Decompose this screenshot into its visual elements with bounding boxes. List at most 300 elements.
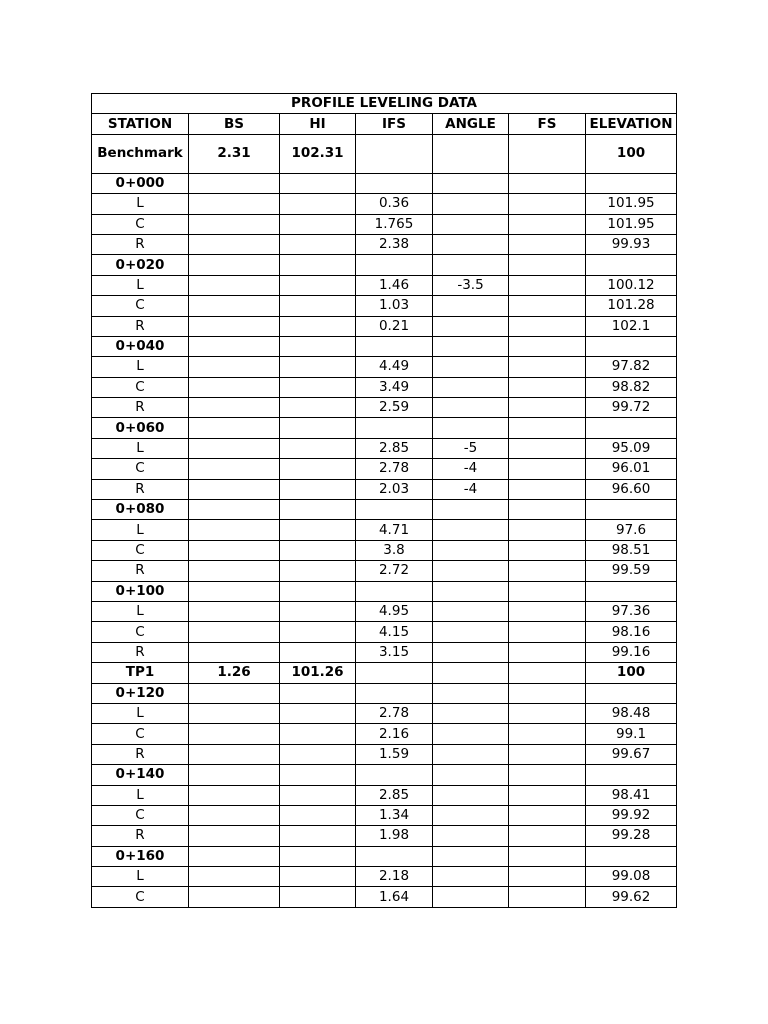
column-header-angle: ANGLE: [433, 114, 509, 134]
cell-elevation: 101.28: [586, 296, 677, 316]
cell-angle: [433, 561, 509, 581]
table-row: [92, 275, 677, 295]
cell-ifs: [356, 173, 433, 193]
cell-station: L: [92, 520, 189, 540]
cell-angle: [433, 540, 509, 560]
table-row: [92, 398, 677, 418]
cell-elevation: 98.48: [586, 703, 677, 723]
cell-station: L: [92, 867, 189, 887]
cell-hi: [280, 418, 356, 438]
cell-ifs: 1.03: [356, 296, 433, 316]
cell-elevation: 102.1: [586, 316, 677, 336]
cell-elevation: [586, 765, 677, 785]
cell-station: C: [92, 377, 189, 397]
cell-fs: [509, 398, 586, 418]
cell-fs: [509, 377, 586, 397]
cell-fs: [509, 703, 586, 723]
cell-bs: [189, 887, 280, 907]
table-row: [92, 255, 677, 275]
cell-elevation: 97.82: [586, 357, 677, 377]
cell-hi: [280, 765, 356, 785]
table-row: [92, 765, 677, 785]
cell-bs: [189, 846, 280, 866]
cell-fs: [509, 785, 586, 805]
cell-station: R: [92, 398, 189, 418]
cell-station: L: [92, 703, 189, 723]
table-row: [92, 601, 677, 621]
cell-ifs: 2.72: [356, 561, 433, 581]
cell-station: C: [92, 622, 189, 642]
cell-hi: [280, 785, 356, 805]
cell-angle: [433, 418, 509, 438]
cell-station: R: [92, 479, 189, 499]
cell-fs: [509, 683, 586, 703]
cell-elevation: 100: [586, 134, 677, 173]
column-header-station: STATION: [92, 114, 189, 134]
cell-ifs: 4.15: [356, 622, 433, 642]
cell-bs: [189, 316, 280, 336]
cell-ifs: 3.49: [356, 377, 433, 397]
table-row: [92, 459, 677, 479]
cell-station: 0+100: [92, 581, 189, 601]
cell-hi: [280, 805, 356, 825]
cell-ifs: 2.18: [356, 867, 433, 887]
table-row: [92, 581, 677, 601]
cell-fs: [509, 887, 586, 907]
cell-elevation: 100: [586, 663, 677, 683]
cell-bs: [189, 357, 280, 377]
cell-elevation: 101.95: [586, 194, 677, 214]
table-row: [92, 134, 677, 173]
cell-ifs: 2.38: [356, 234, 433, 254]
cell-bs: [189, 601, 280, 621]
table-row: [92, 887, 677, 907]
cell-angle: [433, 622, 509, 642]
cell-hi: [280, 459, 356, 479]
cell-fs: [509, 134, 586, 173]
cell-fs: [509, 601, 586, 621]
cell-ifs: 2.59: [356, 398, 433, 418]
cell-bs: [189, 459, 280, 479]
cell-angle: [433, 785, 509, 805]
cell-elevation: 99.08: [586, 867, 677, 887]
cell-fs: [509, 194, 586, 214]
cell-angle: [433, 683, 509, 703]
cell-angle: [433, 296, 509, 316]
cell-elevation: 99.16: [586, 642, 677, 662]
cell-hi: [280, 601, 356, 621]
cell-hi: [280, 296, 356, 316]
cell-station: C: [92, 724, 189, 744]
cell-elevation: 99.28: [586, 826, 677, 846]
cell-fs: [509, 561, 586, 581]
cell-station: 0+120: [92, 683, 189, 703]
cell-bs: [189, 194, 280, 214]
cell-fs: [509, 479, 586, 499]
cell-station: C: [92, 296, 189, 316]
cell-station: TP1: [92, 663, 189, 683]
cell-station: 0+080: [92, 500, 189, 520]
cell-bs: [189, 703, 280, 723]
cell-hi: [280, 622, 356, 642]
cell-elevation: 97.36: [586, 601, 677, 621]
cell-fs: [509, 867, 586, 887]
cell-elevation: 99.59: [586, 561, 677, 581]
cell-station: R: [92, 561, 189, 581]
profile-leveling-table: [91, 93, 677, 908]
cell-station: L: [92, 275, 189, 295]
cell-angle: [433, 642, 509, 662]
cell-ifs: [356, 336, 433, 356]
column-header-fs: FS: [509, 114, 586, 134]
cell-hi: [280, 724, 356, 744]
cell-angle: [433, 520, 509, 540]
cell-bs: [189, 398, 280, 418]
cell-elevation: [586, 846, 677, 866]
table-row: [92, 357, 677, 377]
cell-station: 0+060: [92, 418, 189, 438]
cell-fs: [509, 826, 586, 846]
cell-station: C: [92, 887, 189, 907]
table-row: [92, 234, 677, 254]
cell-hi: [280, 887, 356, 907]
cell-ifs: [356, 663, 433, 683]
cell-elevation: [586, 581, 677, 601]
cell-elevation: 99.72: [586, 398, 677, 418]
table-row: [92, 561, 677, 581]
cell-hi: [280, 214, 356, 234]
cell-angle: -5: [433, 438, 509, 458]
cell-bs: [189, 826, 280, 846]
cell-angle: [433, 601, 509, 621]
table-row: [92, 703, 677, 723]
table-body: [92, 134, 677, 907]
cell-angle: [433, 867, 509, 887]
table-row: [92, 642, 677, 662]
cell-bs: [189, 438, 280, 458]
cell-station: 0+000: [92, 173, 189, 193]
cell-angle: [433, 765, 509, 785]
table-row: [92, 520, 677, 540]
cell-angle: [433, 724, 509, 744]
cell-bs: [189, 744, 280, 764]
cell-bs: [189, 520, 280, 540]
cell-hi: [280, 683, 356, 703]
cell-station: 0+140: [92, 765, 189, 785]
cell-bs: [189, 867, 280, 887]
cell-hi: [280, 438, 356, 458]
cell-station: L: [92, 601, 189, 621]
cell-hi: [280, 479, 356, 499]
table-row: [92, 622, 677, 642]
cell-bs: [189, 785, 280, 805]
cell-elevation: 98.16: [586, 622, 677, 642]
cell-bs: [189, 173, 280, 193]
cell-elevation: 97.6: [586, 520, 677, 540]
cell-elevation: 99.62: [586, 887, 677, 907]
cell-elevation: 99.1: [586, 724, 677, 744]
cell-fs: [509, 296, 586, 316]
table-row: [92, 867, 677, 887]
cell-ifs: 1.59: [356, 744, 433, 764]
cell-angle: [433, 173, 509, 193]
cell-bs: [189, 642, 280, 662]
cell-elevation: [586, 500, 677, 520]
cell-hi: [280, 540, 356, 560]
cell-angle: [433, 846, 509, 866]
cell-elevation: 99.92: [586, 805, 677, 825]
column-header-hi: HI: [280, 114, 356, 134]
table-row: [92, 500, 677, 520]
cell-angle: [433, 398, 509, 418]
cell-ifs: [356, 134, 433, 173]
table-row: [92, 540, 677, 560]
cell-angle: [433, 316, 509, 336]
cell-fs: [509, 255, 586, 275]
cell-ifs: 2.03: [356, 479, 433, 499]
cell-elevation: [586, 683, 677, 703]
cell-bs: [189, 540, 280, 560]
table-row: [92, 663, 677, 683]
cell-bs: [189, 275, 280, 295]
cell-bs: [189, 724, 280, 744]
cell-ifs: [356, 846, 433, 866]
cell-hi: [280, 581, 356, 601]
cell-elevation: 99.67: [586, 744, 677, 764]
table-row: [92, 173, 677, 193]
cell-station: 0+040: [92, 336, 189, 356]
cell-elevation: 98.82: [586, 377, 677, 397]
column-header-elevation: ELEVATION: [586, 114, 677, 134]
cell-hi: [280, 194, 356, 214]
table-title: PROFILE LEVELING DATA: [92, 94, 677, 114]
cell-bs: [189, 296, 280, 316]
cell-ifs: 2.78: [356, 459, 433, 479]
cell-fs: [509, 724, 586, 744]
cell-ifs: 3.8: [356, 540, 433, 560]
cell-angle: [433, 194, 509, 214]
cell-angle: [433, 234, 509, 254]
cell-fs: [509, 438, 586, 458]
cell-station: 0+160: [92, 846, 189, 866]
cell-angle: [433, 500, 509, 520]
cell-hi: [280, 500, 356, 520]
cell-fs: [509, 316, 586, 336]
cell-ifs: 3.15: [356, 642, 433, 662]
cell-ifs: [356, 418, 433, 438]
table-header: [92, 94, 677, 135]
cell-elevation: [586, 173, 677, 193]
table-row: [92, 683, 677, 703]
cell-ifs: 4.71: [356, 520, 433, 540]
cell-angle: [433, 255, 509, 275]
cell-angle: [433, 887, 509, 907]
cell-elevation: 98.41: [586, 785, 677, 805]
cell-station: C: [92, 459, 189, 479]
cell-angle: [433, 357, 509, 377]
cell-angle: [433, 703, 509, 723]
cell-hi: [280, 744, 356, 764]
cell-fs: [509, 765, 586, 785]
cell-bs: [189, 622, 280, 642]
cell-elevation: 100.12: [586, 275, 677, 295]
table-row: [92, 316, 677, 336]
cell-station: C: [92, 805, 189, 825]
cell-ifs: [356, 500, 433, 520]
table-row: [92, 377, 677, 397]
cell-hi: [280, 520, 356, 540]
cell-fs: [509, 540, 586, 560]
cell-bs: [189, 581, 280, 601]
cell-ifs: 1.34: [356, 805, 433, 825]
table-row: [92, 194, 677, 214]
cell-bs: 2.31: [189, 134, 280, 173]
table-row: [92, 336, 677, 356]
cell-bs: [189, 377, 280, 397]
cell-bs: [189, 255, 280, 275]
cell-ifs: 2.78: [356, 703, 433, 723]
cell-angle: [433, 214, 509, 234]
cell-fs: [509, 336, 586, 356]
cell-bs: [189, 214, 280, 234]
cell-fs: [509, 214, 586, 234]
table-row: [92, 744, 677, 764]
title-row: [92, 94, 677, 114]
cell-fs: [509, 500, 586, 520]
cell-ifs: 1.98: [356, 826, 433, 846]
table-row: [92, 805, 677, 825]
cell-ifs: 0.21: [356, 316, 433, 336]
cell-elevation: [586, 255, 677, 275]
column-header-row: [92, 114, 677, 134]
table-row: [92, 418, 677, 438]
table-row: [92, 846, 677, 866]
cell-angle: -4: [433, 459, 509, 479]
cell-fs: [509, 744, 586, 764]
cell-bs: [189, 418, 280, 438]
cell-station: L: [92, 357, 189, 377]
cell-station: R: [92, 826, 189, 846]
cell-hi: [280, 336, 356, 356]
cell-elevation: 98.51: [586, 540, 677, 560]
cell-ifs: 2.85: [356, 438, 433, 458]
cell-fs: [509, 520, 586, 540]
cell-bs: [189, 805, 280, 825]
cell-station: C: [92, 214, 189, 234]
cell-station: L: [92, 785, 189, 805]
cell-angle: [433, 826, 509, 846]
table-row: [92, 826, 677, 846]
cell-angle: [433, 336, 509, 356]
cell-angle: [433, 581, 509, 601]
cell-bs: [189, 683, 280, 703]
cell-hi: [280, 173, 356, 193]
cell-fs: [509, 805, 586, 825]
cell-fs: [509, 459, 586, 479]
cell-bs: [189, 479, 280, 499]
cell-elevation: [586, 418, 677, 438]
cell-bs: [189, 765, 280, 785]
cell-fs: [509, 234, 586, 254]
cell-fs: [509, 846, 586, 866]
cell-hi: [280, 561, 356, 581]
cell-bs: [189, 336, 280, 356]
cell-hi: [280, 398, 356, 418]
cell-angle: -3.5: [433, 275, 509, 295]
table-row: [92, 438, 677, 458]
cell-station: C: [92, 540, 189, 560]
cell-angle: -4: [433, 479, 509, 499]
column-header-bs: BS: [189, 114, 280, 134]
cell-angle: [433, 805, 509, 825]
cell-hi: [280, 234, 356, 254]
cell-hi: [280, 377, 356, 397]
cell-fs: [509, 418, 586, 438]
cell-fs: [509, 622, 586, 642]
cell-elevation: 96.60: [586, 479, 677, 499]
cell-elevation: 96.01: [586, 459, 677, 479]
cell-ifs: [356, 683, 433, 703]
cell-angle: [433, 377, 509, 397]
cell-hi: 101.26: [280, 663, 356, 683]
cell-bs: [189, 234, 280, 254]
cell-fs: [509, 173, 586, 193]
table-row: [92, 296, 677, 316]
cell-angle: [433, 663, 509, 683]
cell-elevation: 95.09: [586, 438, 677, 458]
cell-elevation: [586, 336, 677, 356]
cell-ifs: [356, 765, 433, 785]
cell-hi: [280, 867, 356, 887]
cell-station: L: [92, 438, 189, 458]
cell-hi: [280, 255, 356, 275]
cell-ifs: [356, 255, 433, 275]
cell-elevation: 99.93: [586, 234, 677, 254]
cell-fs: [509, 581, 586, 601]
cell-bs: 1.26: [189, 663, 280, 683]
cell-hi: [280, 642, 356, 662]
cell-ifs: 1.46: [356, 275, 433, 295]
cell-station: R: [92, 316, 189, 336]
cell-bs: [189, 500, 280, 520]
table-row: [92, 214, 677, 234]
cell-angle: [433, 134, 509, 173]
cell-hi: [280, 357, 356, 377]
cell-ifs: 1.64: [356, 887, 433, 907]
cell-elevation: 101.95: [586, 214, 677, 234]
cell-station: R: [92, 744, 189, 764]
table-row: [92, 724, 677, 744]
cell-hi: 102.31: [280, 134, 356, 173]
table-row: [92, 785, 677, 805]
cell-ifs: 4.95: [356, 601, 433, 621]
cell-hi: [280, 316, 356, 336]
cell-fs: [509, 663, 586, 683]
cell-hi: [280, 275, 356, 295]
cell-station: R: [92, 642, 189, 662]
cell-station: L: [92, 194, 189, 214]
cell-ifs: 4.49: [356, 357, 433, 377]
table-row: [92, 479, 677, 499]
cell-ifs: 2.85: [356, 785, 433, 805]
cell-hi: [280, 703, 356, 723]
cell-angle: [433, 744, 509, 764]
cell-station: R: [92, 234, 189, 254]
cell-ifs: 0.36: [356, 194, 433, 214]
cell-fs: [509, 642, 586, 662]
cell-ifs: 2.16: [356, 724, 433, 744]
cell-ifs: [356, 581, 433, 601]
